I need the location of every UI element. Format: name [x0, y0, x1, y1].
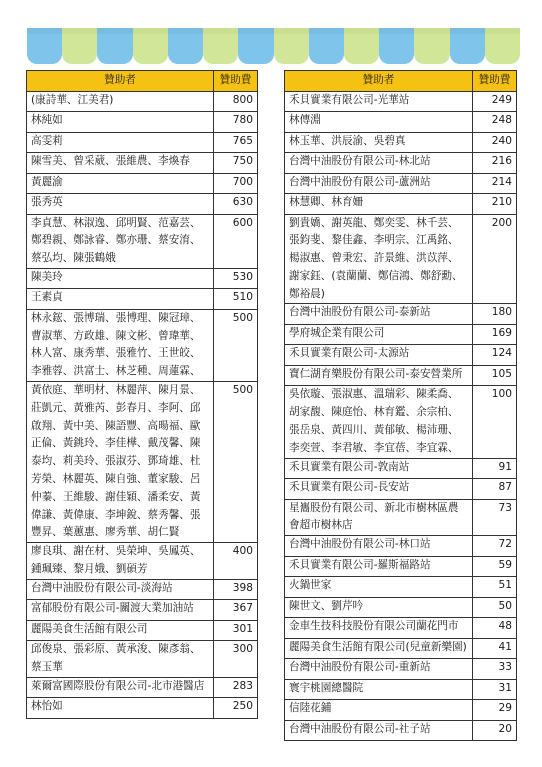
donation-amount: 765: [214, 132, 258, 153]
table-row: [285, 324, 517, 345]
donation-amount: 630: [214, 194, 258, 215]
table-row: [27, 641, 258, 678]
table-row: [285, 153, 517, 174]
donor-table-right: [284, 70, 517, 741]
donation-amount: 200: [473, 214, 517, 304]
table-row: [285, 638, 517, 659]
table-row: [285, 720, 517, 741]
table-row: [27, 214, 258, 268]
donor-name: 林慧卿、林育姍: [285, 194, 473, 215]
donor-name: (康詩華、江美君): [27, 91, 214, 112]
donation-amount: 20: [473, 720, 517, 741]
donation-amount: 180: [473, 304, 517, 325]
table-row: [285, 700, 517, 721]
donation-amount: 600: [214, 214, 258, 268]
table-row: [285, 479, 517, 500]
table-row: [27, 600, 258, 621]
header-name: 贊助者: [27, 71, 214, 92]
donor-name: 台灣中油股份有限公司-重新站: [285, 659, 473, 680]
donation-amount: 800: [214, 91, 258, 112]
table-row: [285, 556, 517, 577]
donor-name: 台灣中油股份有限公司-淡海站: [27, 579, 214, 600]
table-row: [285, 365, 517, 386]
donation-amount: 210: [473, 194, 517, 215]
table-row: [27, 91, 258, 112]
table-row: [285, 214, 517, 304]
donor-name: 台灣中油股份有限公司-社子站: [285, 720, 473, 741]
table-row: [27, 620, 258, 641]
donor-name: 星巂股份有限公司、新北市樹林區農會超市樹林店: [285, 499, 473, 536]
donation-amount: 124: [473, 345, 517, 366]
table-row: [27, 382, 258, 543]
table-row: [27, 309, 258, 381]
donor-name: 吳依璇、張淑惠、溫瑞彩、陳柔喬、胡家馥、陳庭怡、林育鑑、余宗柏、張岳泉、黃四川、黃郁敏、楊沛珊、李奕萱、李君敏、李宜蓓、李宜霖、: [285, 386, 473, 458]
table-row: [27, 194, 258, 215]
donor-name: 林怡如: [27, 698, 214, 719]
donor-name: 台灣中油股份有限公司-蘆洲站: [285, 173, 473, 194]
donor-name: 林永鋐、張博瑞、張博理、陳冠璋、曹淑華、方政雄、陳文彬、曾瑋華、林人富、康秀華、張雅竹、王世皎、李雅蓉、洪富士、林芝種、周蓮霖、: [27, 309, 214, 381]
donor-name: 台灣中油股份有限公司-泰新站: [285, 304, 473, 325]
donation-amount: 105: [473, 365, 517, 386]
donor-name: 台灣中油股份有限公司-林口站: [285, 536, 473, 557]
donor-name: 禾貝實業有限公司-長安站: [285, 479, 473, 500]
donor-name: 麗陽美食生活館有限公司: [27, 620, 214, 641]
header-amount: 贊助費: [473, 71, 517, 92]
donor-name: 萊爾富國際股份有限公司-北市港醫店: [27, 677, 214, 698]
donor-name: 寶仁湖育樂股份有限公司-泰安營業所: [285, 365, 473, 386]
donor-name: 林玉華、洪辰渝、吳碧真: [285, 132, 473, 153]
donor-name: 劉貴嬌、謝英龍、鄭奕雯、林千芸、張鈞斐、黎佳鑫、李明宗、江禹銘、楊淑惠、曾秉宏、許景維、洪苡萍、謝家鈺、(袁蘭蘭、鄭信鴻、鄭舒勳、鄭裕晨): [285, 214, 473, 304]
donation-amount: 48: [473, 618, 517, 639]
donor-name: 邱俊泉、張彩原、黃承浚、陳彥翁、蔡玉華: [27, 641, 214, 678]
donation-amount: 33: [473, 659, 517, 680]
donor-name: 富郁股份有限公司-關渡大業加油站: [27, 600, 214, 621]
donor-name: 張秀英: [27, 194, 214, 215]
header-amount: 贊助費: [214, 71, 258, 92]
table-row: [27, 677, 258, 698]
donation-amount: 240: [473, 132, 517, 153]
table-row: [285, 304, 517, 325]
donation-amount: 41: [473, 638, 517, 659]
table-row: [27, 543, 258, 580]
header-row: [285, 71, 517, 92]
donor-name: 禾貝實業有限公司-羅斯福路站: [285, 556, 473, 577]
table-row: [285, 597, 517, 618]
donation-amount: 100: [473, 386, 517, 458]
table-row: [285, 618, 517, 639]
donor-name: 高雯莉: [27, 132, 214, 153]
donation-amount: 301: [214, 620, 258, 641]
donor-name: 金車生技科技股份有限公司蘭花門市: [285, 618, 473, 639]
donation-amount: 367: [214, 600, 258, 621]
donor-name: 麗陽美食生活館有限公司(兒童新樂園): [285, 638, 473, 659]
table-row: [27, 112, 258, 133]
donor-name: 禾貝實業有限公司-敦南站: [285, 458, 473, 479]
donation-amount: 500: [214, 309, 258, 381]
donation-amount: 31: [473, 679, 517, 700]
header-row: [27, 71, 258, 92]
donation-amount: 72: [473, 536, 517, 557]
table-row: [285, 386, 517, 458]
donation-amount: 250: [214, 698, 258, 719]
donation-amount: 300: [214, 641, 258, 678]
table-row: [285, 194, 517, 215]
donation-amount: 248: [473, 112, 517, 133]
table-row: [27, 153, 258, 174]
donation-amount: 510: [214, 289, 258, 310]
donation-amount: 50: [473, 597, 517, 618]
table-row: [285, 659, 517, 680]
table-row: [285, 577, 517, 598]
donation-amount: 169: [473, 324, 517, 345]
awning-top-edge: [27, 28, 520, 34]
donor-name: 陳美玲: [27, 268, 214, 289]
donor-name: 禾貝實業有限公司-光華站: [285, 91, 473, 112]
table-row: [285, 679, 517, 700]
table-row: [27, 289, 258, 310]
donation-amount: 500: [214, 382, 258, 543]
donor-name: 黃麗渝: [27, 173, 214, 194]
donor-name: 陳雪美、曾采葳、張維農、李煥春: [27, 153, 214, 174]
donation-amount: 73: [473, 499, 517, 536]
table-row: [285, 112, 517, 133]
table-row: [285, 173, 517, 194]
donor-name: 李貞慧、林淑逸、邱明賢、范嘉芸、鄭碧親、鄭詠睿、鄭亦珊、蔡安淯、蔡弘均、陳張鶴娥: [27, 214, 214, 268]
donor-name: 王素貞: [27, 289, 214, 310]
table-row: [285, 91, 517, 112]
donation-amount: 214: [473, 173, 517, 194]
table-row: [27, 173, 258, 194]
header-name: 贊助者: [285, 71, 473, 92]
donor-name: 信陸花鋪: [285, 700, 473, 721]
donor-name: 林傳淵: [285, 112, 473, 133]
table-row: [27, 698, 258, 719]
donor-name: 禾貝實業有限公司-太源站: [285, 345, 473, 366]
donation-amount: 780: [214, 112, 258, 133]
donor-name: 學府城企業有限公司: [285, 324, 473, 345]
donor-name: 台灣中油股份有限公司-林北站: [285, 153, 473, 174]
donation-amount: 750: [214, 153, 258, 174]
donation-amount: 87: [473, 479, 517, 500]
donation-amount: 91: [473, 458, 517, 479]
donation-amount: 249: [473, 91, 517, 112]
donation-amount: 398: [214, 579, 258, 600]
donor-table-left: [26, 70, 258, 719]
table-row: [285, 536, 517, 557]
table-row: [285, 499, 517, 536]
donation-amount: 216: [473, 153, 517, 174]
table-row: [285, 132, 517, 153]
donor-name: 寰宇桃園總醫院: [285, 679, 473, 700]
donor-name: 陳世文、劉芹吟: [285, 597, 473, 618]
table-row: [285, 345, 517, 366]
donation-amount: 700: [214, 173, 258, 194]
donor-name: 林純如: [27, 112, 214, 133]
table-row: [27, 132, 258, 153]
donor-name: 黃依庭、華明材、林麗萍、陳月景、莊凱元、黃雅芮、彭春月、李阿、邱啟翔、黃中美、陳語豐、高暘福、歐正倫、黃銚玲、李佳樺、戴茂馨、陳泰均、莉美玲、張淑芬、鄧琦雄、杜芳榮、林麗英、陳自強、董家駿、呂仲蓁、王維駿、謝佳穎、潘柔安、黃偉謙、黃偉康、李坤銳、蔡秀馨、張豐昇、葉蕙惠、廖秀華、胡仁賢: [27, 382, 214, 543]
donor-name: 廖良琪、謝在材、吳榮坤、吳鳳英、鍾珮臻、黎月娥、劉碩芳: [27, 543, 214, 580]
table-row: [27, 268, 258, 289]
donation-amount: 29: [473, 700, 517, 721]
table-row: [285, 458, 517, 479]
donation-amount: 400: [214, 543, 258, 580]
table-row: [27, 579, 258, 600]
donation-amount: 283: [214, 677, 258, 698]
donation-amount: 59: [473, 556, 517, 577]
donation-amount: 530: [214, 268, 258, 289]
donation-amount: 51: [473, 577, 517, 598]
donor-name: 火鍋世家: [285, 577, 473, 598]
